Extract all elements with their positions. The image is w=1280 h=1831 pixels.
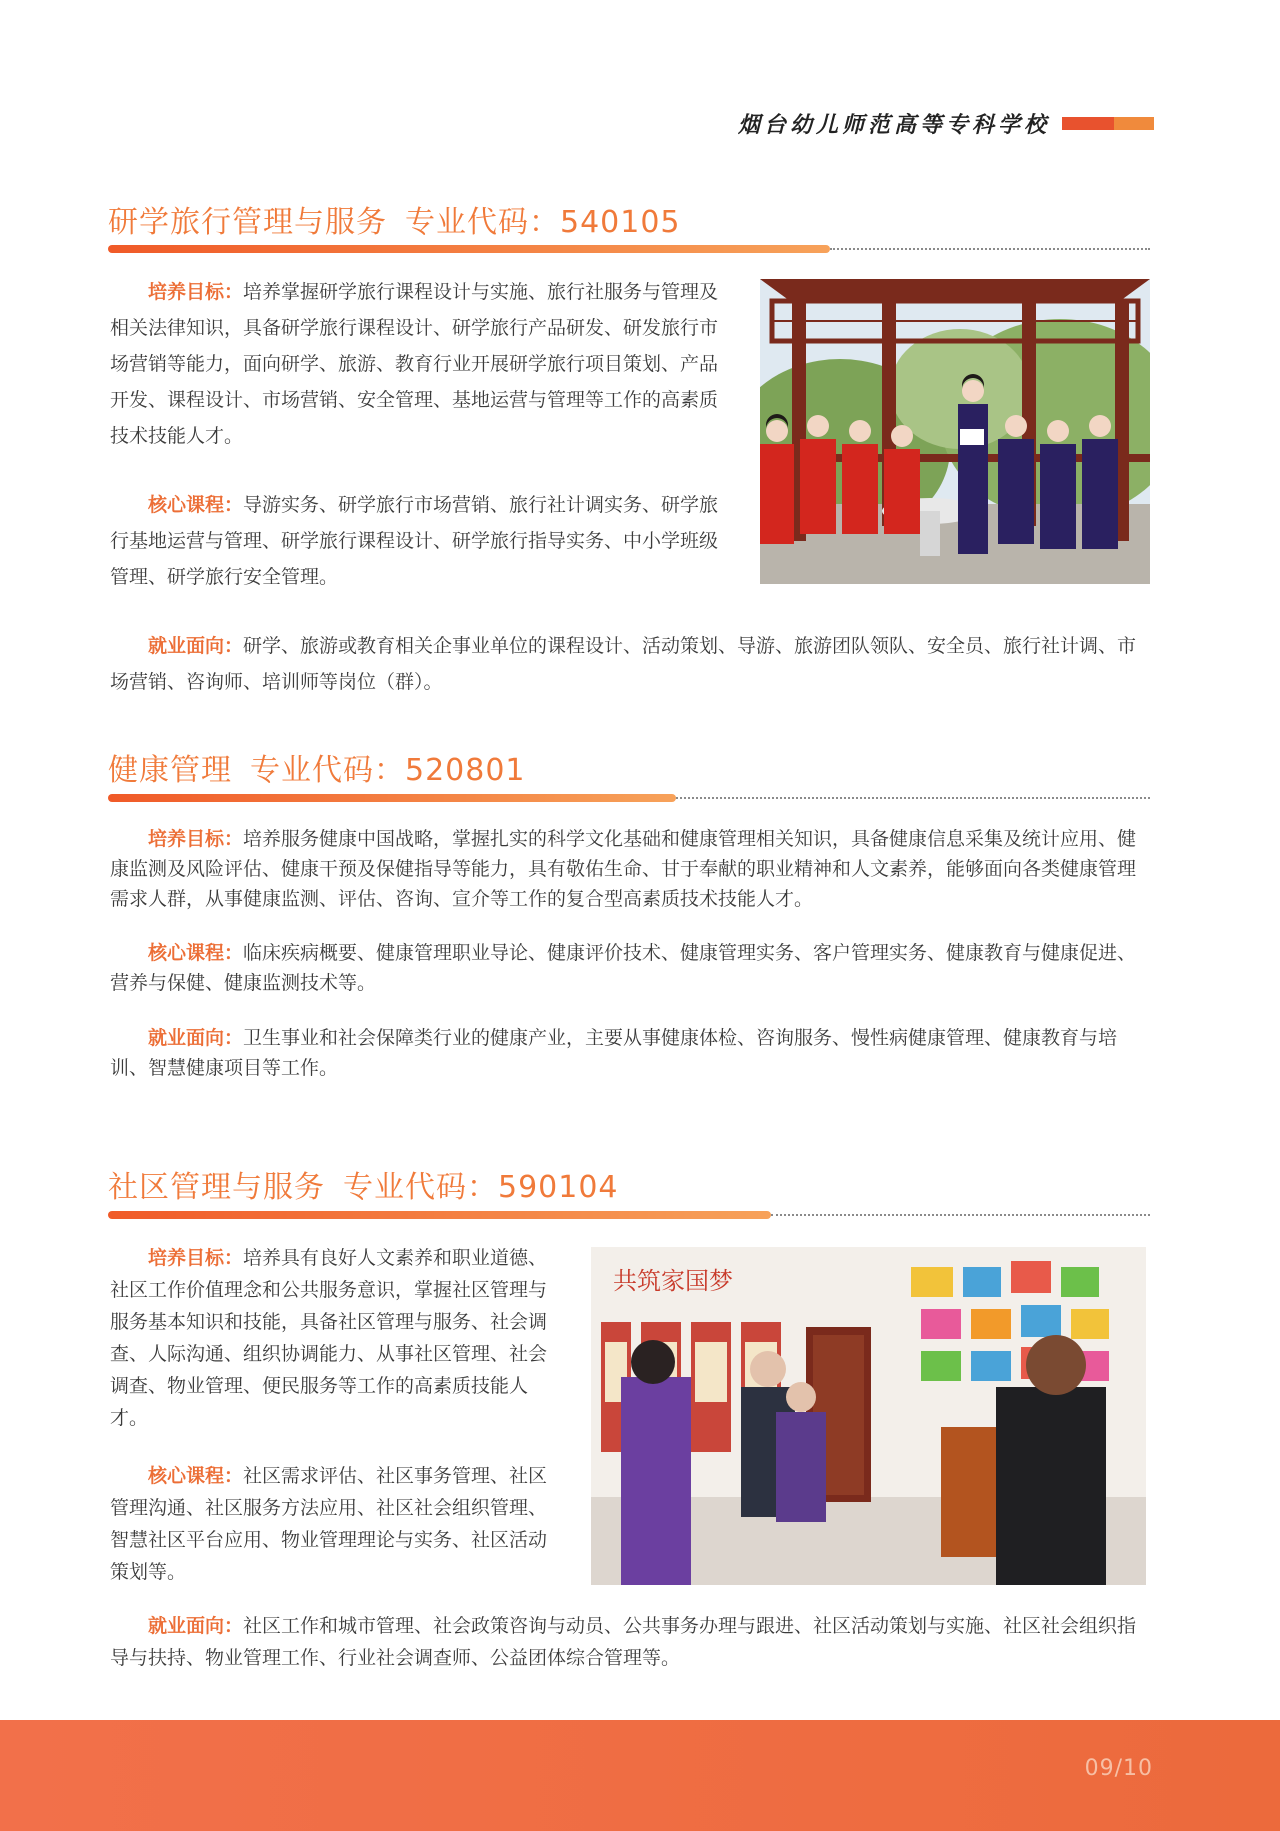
text-courses: 临床疾病概要、健康管理职业导论、健康评价技术、健康管理实务、客户管理实务、健康教育与健康促进、营养与保健、健康监测技术等。 bbox=[110, 942, 1137, 994]
school-name: 烟台幼儿师范高等专科学校 bbox=[737, 112, 1050, 138]
label-jobs: 就业面向： bbox=[148, 1615, 244, 1637]
paragraph-courses bbox=[110, 938, 1152, 998]
text-goal: 培养掌握研学旅行课程设计与实施、旅行社服务与管理及相关法律知识，具备研学旅行课程设计、研学旅行产品研发、研发旅行市场营销等能力，面向研学、旅游、教育行业开展研学旅行项目策划、产品开发、课程设计、市场营销、安全管理、基地运营与管理等工作的高素质技术技能人才。 bbox=[110, 281, 719, 447]
label-goal: 培养目标： bbox=[148, 828, 244, 850]
paragraph-goal bbox=[110, 1242, 562, 1434]
label-jobs: 就业面向： bbox=[148, 635, 244, 657]
label-goal: 培养目标： bbox=[148, 1247, 244, 1269]
section-code: 专业代码：520801 bbox=[250, 753, 526, 788]
accent-bar-red bbox=[1062, 117, 1114, 130]
section-name: 社区管理与服务 bbox=[108, 1170, 325, 1205]
text-jobs: 社区工作和城市管理、社会政策咨询与动员、公共事务办理与跟进、社区活动策划与实施、社区社会组织指导与扶持、物业管理工作、行业社会调查师、公益团体综合管理等。 bbox=[110, 1615, 1137, 1669]
banner-text: 共筑家国梦 bbox=[613, 1267, 733, 1295]
photo-pavilion-students bbox=[760, 279, 1150, 584]
paragraph-goal bbox=[110, 824, 1152, 914]
text-jobs: 卫生事业和社会保障类行业的健康产业，主要从事健康体检、咨询服务、慢性病健康管理、健康教育与培训、智慧健康项目等工作。 bbox=[110, 1027, 1118, 1079]
label-courses: 核心课程： bbox=[148, 494, 244, 516]
divider-solid bbox=[108, 245, 830, 253]
section-divider bbox=[108, 1211, 1150, 1219]
divider-dots bbox=[771, 1214, 1150, 1216]
divider-dots bbox=[830, 248, 1150, 250]
text-goal: 培养服务健康中国战略，掌握扎实的科学文化基础和健康管理相关知识，具备健康信息采集及统计应用、健康监测及风险评估、健康干预及保健指导等能力，具有敬佑生命、甘于奉献的职业精神和人文素养，能够面向各类健康管理需求人群，从事健康监测、评估、咨询、宣介等工作的复合型高素质技术技能人才。 bbox=[110, 828, 1137, 910]
divider-solid bbox=[108, 1211, 771, 1219]
paragraph-goal bbox=[110, 274, 732, 454]
section-code: 专业代码：590104 bbox=[343, 1170, 619, 1205]
label-courses: 核心课程： bbox=[148, 942, 244, 964]
section-title-community-management bbox=[108, 1162, 619, 1206]
photo-pavilion-illustration bbox=[760, 279, 1150, 584]
label-jobs: 就业面向： bbox=[148, 1027, 244, 1049]
section-divider bbox=[108, 794, 1150, 802]
divider-dots bbox=[676, 797, 1150, 799]
section-divider bbox=[108, 245, 1150, 253]
paragraph-jobs bbox=[110, 1610, 1152, 1674]
text-goal: 培养具有良好人文素养和职业道德、社区工作价值理念和公共服务意识，掌握社区管理与服务基本知识和技能，具备社区管理与服务、社会调查、人际沟通、组织协调能力、从事社区管理、社会调查、物业管理、便民服务等工作的高素质技能人才。 bbox=[110, 1247, 548, 1429]
section-name: 健康管理 bbox=[108, 753, 232, 788]
photo-community-illustration bbox=[591, 1247, 1146, 1585]
photo-community-visit bbox=[591, 1247, 1146, 1585]
section-name: 研学旅行管理与服务 bbox=[108, 205, 387, 240]
text-courses: 社区需求评估、社区事务管理、社区管理沟通、社区服务方法应用、社区社会组织管理、智慧社区平台应用、物业管理理论与实务、社区活动策划等。 bbox=[110, 1465, 548, 1583]
paragraph-jobs bbox=[110, 1023, 1152, 1083]
section-code: 专业代码：540105 bbox=[405, 205, 681, 240]
accent-bar-orange bbox=[1114, 117, 1154, 130]
paragraph-jobs bbox=[110, 628, 1152, 700]
page-number: 09/10 bbox=[1084, 1756, 1153, 1781]
header-accent-bar bbox=[1062, 117, 1154, 130]
divider-solid bbox=[108, 794, 676, 802]
label-goal: 培养目标： bbox=[148, 281, 244, 303]
paragraph-courses bbox=[110, 1460, 562, 1588]
section-title-health-management bbox=[108, 745, 526, 789]
text-courses: 导游实务、研学旅行市场营销、旅行社计调实务、研学旅行基地运营与管理、研学旅行课程设计、研学旅行指导实务、中小学班级管理、研学旅行安全管理。 bbox=[110, 494, 719, 588]
label-courses: 核心课程： bbox=[148, 1465, 244, 1487]
text-jobs: 研学、旅游或教育相关企事业单位的课程设计、活动策划、导游、旅游团队领队、安全员、旅行社计调、市场营销、咨询师、培训师等岗位（群）。 bbox=[110, 635, 1137, 693]
section-title-study-travel bbox=[108, 197, 681, 241]
paragraph-courses bbox=[110, 487, 732, 595]
